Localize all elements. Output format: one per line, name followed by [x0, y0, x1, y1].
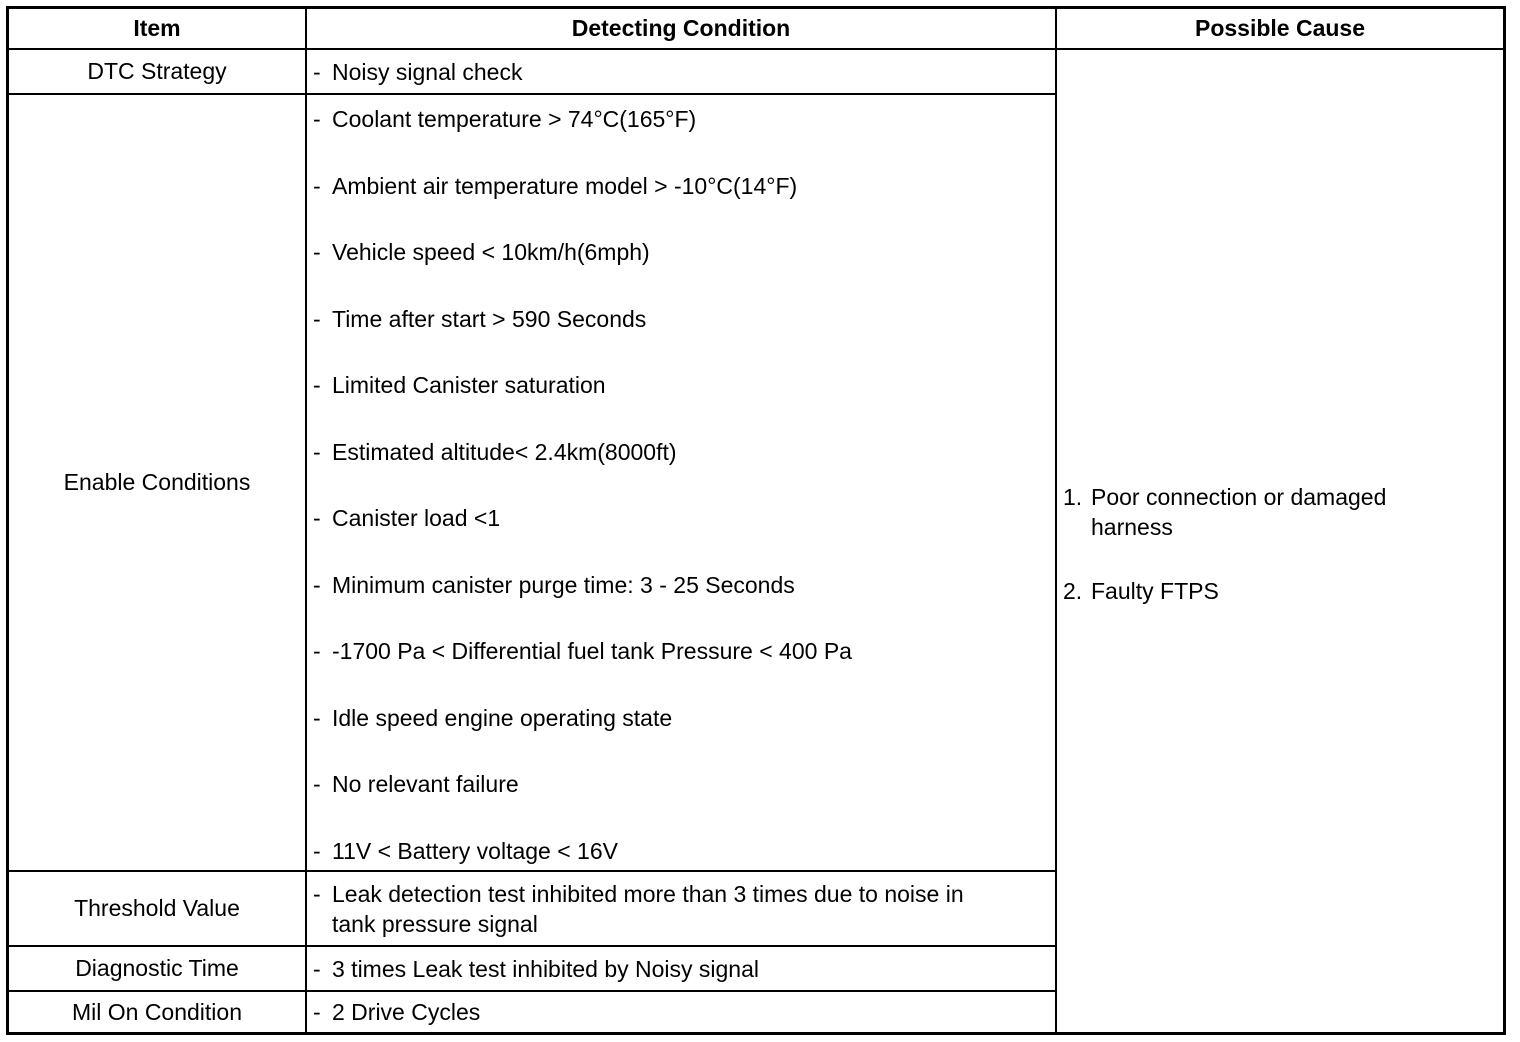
- condition-text: Noisy signal check: [332, 58, 523, 85]
- enable-condition-item: [313, 703, 1053, 733]
- condition-text: Time after start > 590 Seconds: [332, 305, 647, 332]
- item-threshold-value: Threshold Value: [74, 895, 240, 921]
- bullet-dash: -: [313, 505, 321, 531]
- condition-text: -1700 Pa < Differential fuel tank Pressure < 400 Pa: [332, 638, 852, 664]
- enable-condition-item: [313, 171, 1053, 201]
- bullet-dash: -: [313, 999, 321, 1025]
- column-divider: [1055, 9, 1057, 1032]
- bullet-dash: -: [313, 372, 321, 398]
- bullet-dash: -: [313, 771, 321, 797]
- condition-text-line1: Leak detection test inhibited more than 3 times due to noise in: [332, 881, 964, 907]
- condition-text: No relevant failure: [332, 771, 519, 797]
- condition-text: Ambient air temperature model > -10°C(14°F): [332, 172, 798, 199]
- condition-threshold-value: [307, 872, 1055, 945]
- condition-text-line2: tank pressure signal: [332, 911, 538, 937]
- condition-dtc-strategy: [307, 50, 1055, 93]
- cause-number: 2.: [1063, 578, 1083, 604]
- enable-condition-item: [313, 636, 1053, 666]
- cause-text-line1: Poor connection or damaged: [1091, 484, 1387, 510]
- bullet-dash: -: [313, 106, 321, 132]
- enable-condition-item: [313, 104, 1053, 134]
- cause-item: [1063, 576, 1503, 606]
- condition-text: 2 Drive Cycles: [332, 999, 481, 1025]
- header-item: Item: [133, 15, 181, 41]
- header-possible-cause: Possible Cause: [1194, 15, 1366, 41]
- cause-number: 1.: [1063, 484, 1083, 510]
- bullet-dash: -: [313, 438, 321, 465]
- enable-condition-item: [313, 570, 1053, 600]
- cause-item: [1063, 482, 1503, 542]
- condition-enable-conditions: [307, 95, 1055, 870]
- condition-text: Idle speed engine operating state: [332, 704, 673, 731]
- bullet-dash: -: [313, 704, 321, 731]
- bullet-dash: -: [313, 638, 321, 664]
- item-mil-on-condition: Mil On Condition: [71, 998, 243, 1025]
- bullet-dash: -: [313, 881, 321, 907]
- possible-cause-list: [1063, 482, 1503, 606]
- enable-condition-item: [313, 503, 1053, 533]
- bullet-dash: -: [313, 172, 321, 199]
- bullet-dash: -: [313, 58, 321, 85]
- bullet-dash: -: [313, 837, 321, 864]
- enable-condition-item: [313, 237, 1053, 267]
- cause-text-line1: Faulty FTPS: [1091, 578, 1219, 604]
- condition-text: 11V < Battery voltage < 16V: [332, 837, 618, 864]
- bullet-dash: -: [313, 571, 321, 598]
- condition-text: Limited Canister saturation: [332, 372, 606, 398]
- condition-diagnostic-time: [307, 947, 1055, 990]
- condition-mil-on-condition: [307, 992, 1055, 1032]
- condition-text: Minimum canister purge time: 3 - 25 Seconds: [332, 571, 795, 598]
- condition-text: Coolant temperature > 74°C(165°F): [332, 106, 697, 132]
- enable-condition-item: [313, 437, 1053, 467]
- item-enable-conditions: Enable Conditions: [63, 469, 251, 495]
- enable-condition-item: [313, 769, 1053, 799]
- bullet-dash: -: [313, 305, 321, 332]
- dtc-table: [6, 6, 1506, 1035]
- bullet-dash: -: [313, 239, 321, 265]
- header-detecting-condition: Detecting Condition: [571, 15, 791, 41]
- condition-text: Vehicle speed < 10km/h(6mph): [332, 239, 650, 265]
- item-diagnostic-time: Diagnostic Time: [75, 955, 239, 981]
- bullet-dash: -: [313, 955, 321, 982]
- enable-condition-item: [313, 304, 1053, 334]
- condition-text: Canister load <1: [332, 505, 501, 531]
- enable-condition-item: [313, 370, 1053, 400]
- enable-condition-item: [313, 836, 1053, 866]
- condition-text: Estimated altitude< 2.4km(8000ft): [332, 438, 677, 465]
- condition-text: 3 times Leak test inhibited by Noisy signal: [332, 955, 759, 982]
- item-dtc-strategy: DTC Strategy: [87, 58, 227, 84]
- cause-text-line2: harness: [1091, 514, 1173, 540]
